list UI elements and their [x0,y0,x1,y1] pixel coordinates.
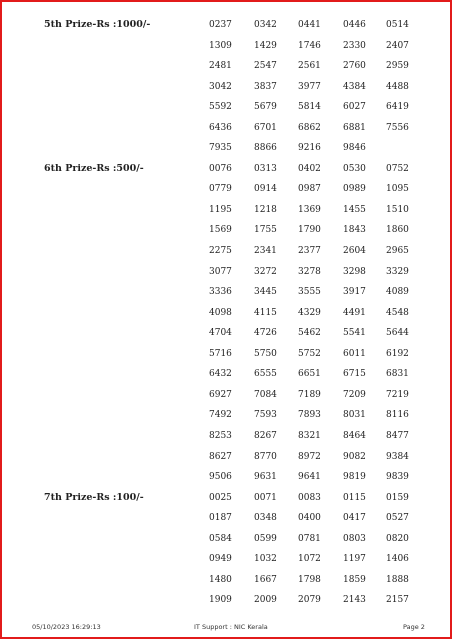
winning-number: 1095 [386,184,409,195]
winning-number: 8321 [298,430,321,441]
winning-number: 3837 [254,81,277,92]
winning-number: 2009 [254,595,277,606]
winning-number: 5750 [254,348,277,359]
number-row [2,244,450,258]
winning-number: 0076 [209,163,232,174]
footer-support: IT Support : NIC Kerala [194,623,268,631]
winning-number: 1218 [254,204,277,215]
winning-number: 1429 [254,40,277,51]
number-row [2,265,450,279]
winning-number: 1197 [343,554,366,565]
winning-number: 0441 [298,20,321,30]
number-row [2,80,450,94]
number-row [2,100,450,114]
winning-number: 1843 [343,225,366,236]
footer-page-number: Page 2 [403,623,425,631]
winning-number: 4098 [209,307,232,318]
winning-number: 2547 [254,61,277,72]
winning-number: 7492 [209,410,232,421]
winning-number: 0779 [209,184,232,195]
number-row [2,511,450,525]
winning-number: 5679 [254,102,277,113]
winning-number: 2341 [254,246,277,257]
winning-number: 4488 [386,81,409,92]
winning-number: 8972 [298,451,321,462]
winning-number: 6862 [298,122,321,133]
winning-number: 0237 [209,20,232,30]
winning-number: 6419 [386,102,409,113]
winning-number: 1860 [386,225,409,236]
winning-number: 4384 [343,81,366,92]
winning-number: 9846 [343,143,366,154]
winning-number: 9839 [386,472,409,483]
winning-number: 5716 [209,348,232,359]
winning-number: 1072 [298,554,321,565]
winning-number: 7209 [343,389,366,400]
winning-number: 8477 [386,430,409,441]
number-row [2,429,450,443]
winning-number: 0584 [209,533,232,544]
winning-number: 1406 [386,554,409,565]
number-row [2,39,450,53]
winning-number: 1195 [209,204,232,215]
number-row [2,347,450,361]
prize-title: 7th Prize-Rs :100/- [44,491,144,503]
footer-timestamp: 05/10/2023 16:29:13 [32,623,101,631]
winning-number: 9819 [343,472,366,483]
winning-number: 4704 [209,328,232,339]
winning-number: 7593 [254,410,277,421]
winning-number: 2760 [343,61,366,72]
winning-number: 1667 [254,574,277,585]
winning-number: 3077 [209,266,232,277]
number-row [2,182,450,196]
winning-number: 0071 [254,492,277,503]
winning-number: 0348 [254,513,277,524]
winning-number: 0402 [298,163,321,174]
winning-number: 6432 [209,369,232,380]
winning-number: 6011 [343,348,366,359]
winning-number: 6701 [254,122,277,133]
winning-number: 2377 [298,246,321,257]
number-row [2,203,450,217]
winning-number: 0527 [386,513,409,524]
winning-number: 4329 [298,307,321,318]
winning-number: 2275 [209,246,232,257]
winning-number: 7219 [386,389,409,400]
winning-number: 4115 [254,307,277,318]
winning-number: 0949 [209,554,232,565]
winning-number: 6831 [386,369,409,380]
winning-number: 9384 [386,451,409,462]
winning-number: 7189 [298,389,321,400]
winning-number: 3336 [209,287,232,298]
winning-number: 7893 [298,410,321,421]
winning-number: 6027 [343,102,366,113]
winning-number: 8031 [343,410,366,421]
winning-number: 3977 [298,81,321,92]
number-row [2,59,450,73]
winning-number: 0599 [254,533,277,544]
winning-number: 2959 [386,61,409,72]
winning-number: 1798 [298,574,321,585]
winning-number: 1510 [386,204,409,215]
prize-title: 6th Prize-Rs :500/- [44,162,144,174]
winning-number: 8253 [209,430,232,441]
number-row [2,532,450,546]
winning-number: 0342 [254,20,277,30]
winning-number: 6715 [343,369,366,380]
winning-number: 6436 [209,122,232,133]
winning-number: 3272 [254,266,277,277]
number-row [2,285,450,299]
winning-number: 2330 [343,40,366,51]
winning-number: 0781 [298,533,321,544]
winning-number: 0417 [343,513,366,524]
winning-number: 1309 [209,40,232,51]
winning-number: 0989 [343,184,366,195]
winning-number: 3555 [298,287,321,298]
prize-title: 5th Prize-Rs :1000/- [44,19,151,30]
number-row [2,367,450,381]
winning-number: 0803 [343,533,366,544]
winning-number: 7935 [209,143,232,154]
winning-number: 1790 [298,225,321,236]
winning-number: 8116 [386,410,409,421]
winning-number: 0083 [298,492,321,503]
number-row [2,552,450,566]
number-row [2,491,450,505]
winning-number: 1569 [209,225,232,236]
winning-number: 6192 [386,348,409,359]
winning-number: 0514 [386,20,409,30]
winning-number: 0313 [254,163,277,174]
winning-number: 3445 [254,287,277,298]
winning-number: 2561 [298,61,321,72]
number-row [2,141,450,155]
number-row [2,18,450,32]
number-row [2,162,450,176]
number-row [2,388,450,402]
number-row [2,223,450,237]
winning-number: 0914 [254,184,277,195]
winning-number: 2604 [343,246,366,257]
winning-number: 5752 [298,348,321,359]
winning-number: 4548 [386,307,409,318]
winning-number: 6881 [343,122,366,133]
winning-number: 6555 [254,369,277,380]
winning-number: 9082 [343,451,366,462]
winning-number: 1755 [254,225,277,236]
winning-number: 2079 [298,595,321,606]
winning-number: 6927 [209,389,232,400]
winning-number: 3917 [343,287,366,298]
number-row [2,326,450,340]
winning-number: 2965 [386,246,409,257]
winning-number: 3042 [209,81,232,92]
number-row [2,593,450,607]
winning-number: 8464 [343,430,366,441]
winning-number: 2407 [386,40,409,51]
winning-number: 5462 [298,328,321,339]
winning-number: 0400 [298,513,321,524]
winning-number: 4726 [254,328,277,339]
winning-number: 9641 [298,472,321,483]
winning-number: 5644 [386,328,409,339]
winning-number: 1909 [209,595,232,606]
number-row [2,306,450,320]
winning-number: 0187 [209,513,232,524]
winning-number: 1859 [343,574,366,585]
winning-number: 0025 [209,492,232,503]
winning-number: 0159 [386,492,409,503]
number-row [2,470,450,484]
winning-number: 8866 [254,143,277,154]
winning-number: 0752 [386,163,409,174]
winning-number: 0446 [343,20,366,30]
winning-number: 1032 [254,554,277,565]
winning-number: 0115 [343,492,366,503]
winning-number: 7556 [386,122,409,133]
winning-number: 3278 [298,266,321,277]
number-row [2,121,450,135]
winning-number: 1455 [343,204,366,215]
winning-number: 9216 [298,143,321,154]
winning-number: 0987 [298,184,321,195]
winning-number: 3329 [386,266,409,277]
winning-number: 7084 [254,389,277,400]
winning-number: 8267 [254,430,277,441]
winning-number: 2143 [343,595,366,606]
winning-number: 9631 [254,472,277,483]
winning-number: 5541 [343,328,366,339]
winning-number: 4491 [343,307,366,318]
winning-number: 4089 [386,287,409,298]
winning-number: 1480 [209,574,232,585]
winning-number: 5592 [209,102,232,113]
number-row [2,408,450,422]
winning-number: 5814 [298,102,321,113]
number-row [2,450,450,464]
winning-number: 2157 [386,595,409,606]
winning-number: 1746 [298,40,321,51]
winning-number: 8770 [254,451,277,462]
winning-number: 0530 [343,163,366,174]
winning-number: 1369 [298,204,321,215]
winning-number: 1888 [386,574,409,585]
winning-number: 8627 [209,451,232,462]
winning-number: 9506 [209,472,232,483]
number-row [2,573,450,587]
winning-number: 3298 [343,266,366,277]
winning-number: 0820 [386,533,409,544]
winning-number: 2481 [209,61,232,72]
winning-number: 6651 [298,369,321,380]
